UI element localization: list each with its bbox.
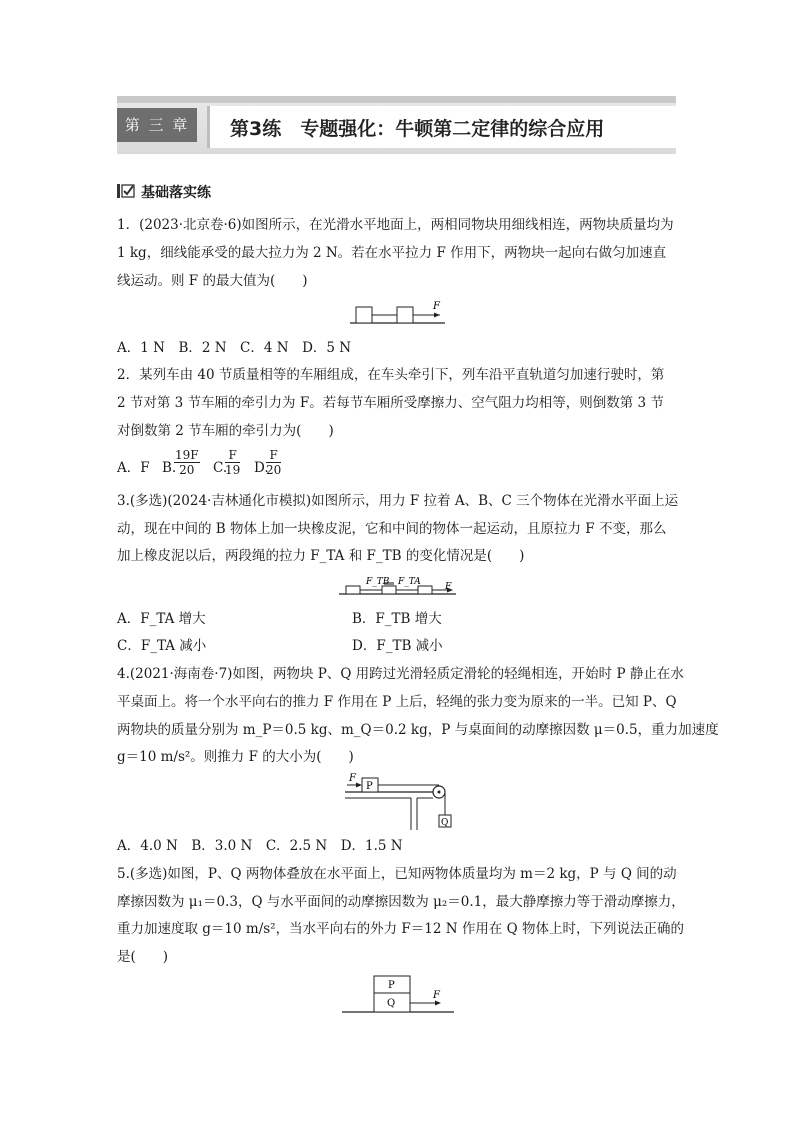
q3-fta-label: F_TA (398, 577, 421, 587)
q1-arrow-head (434, 313, 440, 318)
q3-figure (336, 572, 461, 598)
q3-line2: 动，现在中间的 B 物体上加一块橡皮泥，它和中间的物体一起运动，且原拉力 F 不变，那么 (117, 521, 667, 537)
q2-d-denominator: 20 (266, 463, 282, 477)
q4-pulley-axle (438, 791, 441, 794)
q2-c-denominator: 19 (225, 463, 241, 477)
q1-options: A．1 N B．2 N C．4 N D．5 N (117, 340, 352, 356)
q3-option-b: B．F_TB 增大 (352, 611, 442, 627)
q1-block-left (356, 307, 372, 323)
checkbox-icon (117, 184, 135, 198)
chapter-header (117, 96, 676, 154)
q3-line3: 加上橡皮泥以后，两段绳的拉力 F_TA 和 F_TB 的变化情况是( ) (117, 548, 525, 564)
q2-c-numerator: F (225, 448, 240, 463)
q2-option-c-fraction (225, 448, 240, 477)
q2-option-d-fraction (266, 448, 281, 477)
q2-option-a: A．F (117, 460, 150, 476)
q4-options: A．4.0 N B．3.0 N C．2.5 N D．1.5 N (117, 838, 403, 854)
q3-ftb-label: F_TB (366, 577, 390, 587)
q5-line1: 5.(多选)如图，P、Q 两物体叠放在水平面上，已知两物体质量均为 m＝2 kg，P 与 Q 间的动 (117, 866, 677, 882)
q4-line3: 两物块的质量分别为 m_P＝0.5 kg、m_Q＝0.2 kg，P 与桌面间的动摩擦因数 μ＝0.5，重力加速度 (117, 722, 719, 738)
q3-option-d: D．F_TB 减小 (352, 638, 443, 654)
q2-line2: 2 节对第 3 节车厢的牵引力为 F。若每节车厢所受摩擦力、空气阻力均相等，则倒数第 3 节 (117, 395, 664, 411)
q4-line4: g＝10 m/s²。则推力 F 的大小为( ) (117, 749, 354, 765)
q1-line3: 线运动。则 F 的最大值为( ) (117, 273, 308, 289)
q4-line1: 4.(2021·海南卷·7)如图，两物块 P、Q 用跨过光滑轻质定滑轮的轻绳相连，开始时 P 静止在水 (117, 666, 684, 682)
q3-line1: 3.(多选)(2024·吉林通化市模拟)如图所示，用力 F 拉着 A、B、C 三个物体在光滑水平面上运 (117, 493, 679, 509)
q4-label-q: Q (441, 818, 449, 828)
q3-block-a (346, 586, 360, 594)
q5-arrow-head (435, 1001, 441, 1006)
q3-block-b (382, 586, 396, 594)
q2-line3: 对倒数第 2 节车厢的牵引力为( ) (117, 423, 334, 439)
q5-line4: 是( ) (117, 949, 169, 965)
q1-line2: 1 kg，细线能承受的最大拉力为 2 N。若在水平拉力 F 作用下，两物块一起向右做匀加速直 (117, 245, 667, 261)
q1-figure (345, 297, 450, 327)
q3-force-label: F (445, 582, 452, 592)
q2-option-b-fraction (174, 448, 200, 477)
q5-line3: 重力加速度取 g＝10 m/s²，当水平向右的外力 F＝12 N 作用在 Q 物体上时，下列说法正确的 (117, 921, 684, 937)
q2-b-numerator: 19F (175, 448, 199, 462)
q5-label-q: Q (387, 998, 396, 1009)
q2-option-b-label: B. (162, 460, 177, 476)
q2-option-c-label: C. (213, 460, 228, 476)
q5-label-p: P (388, 980, 395, 991)
q2-b-denominator: 20 (179, 463, 195, 477)
q5-line2: 摩擦因数为 μ₁＝0.3，Q 与水平面间的动摩擦因数为 μ₂＝0.1，最大静摩擦力等于滑动摩擦力， (117, 894, 685, 910)
header-top-bar (117, 96, 676, 103)
section-label: 基础落实练 (141, 185, 211, 201)
q1-line1: 1．(2023·北京卷·6)如图所示，在光滑水平地面上，两相同物块用细线相连，两物块质量均为 (117, 217, 674, 233)
q2-d-numerator: F (266, 448, 281, 463)
q4-arrow-head (356, 783, 362, 788)
q1-block-right (397, 307, 413, 323)
q4-figure (343, 772, 455, 830)
q4-line2: 平桌面上。将一个水平向右的推力 F 作用在 P 上后，轻绳的张力变为原来的一半。已知 P、Q (117, 694, 677, 710)
q3-option-a: A．F_TA 增大 (117, 611, 206, 627)
q4-label-p: P (366, 781, 373, 792)
chapter-label: 第 三 章 (117, 108, 197, 142)
q1-force-label: F (433, 301, 440, 312)
q2-line1: 2．某列车由 40 节质量相等的车厢组成，在车头牵引下，列车沿平直轨道匀加速行驶时，第 (117, 367, 665, 383)
q2-option-d-label: D. (254, 460, 269, 476)
q5-figure (340, 972, 460, 1016)
q3-block-c (418, 586, 432, 594)
q5-force-label: F (433, 990, 440, 1001)
q4-force-label: F (349, 773, 356, 784)
q3-option-c: C．F_TA 减小 (117, 638, 207, 654)
title-box (207, 106, 679, 148)
page-title: 第3练 专题强化：牛顿第二定律的综合应用 (230, 118, 605, 140)
